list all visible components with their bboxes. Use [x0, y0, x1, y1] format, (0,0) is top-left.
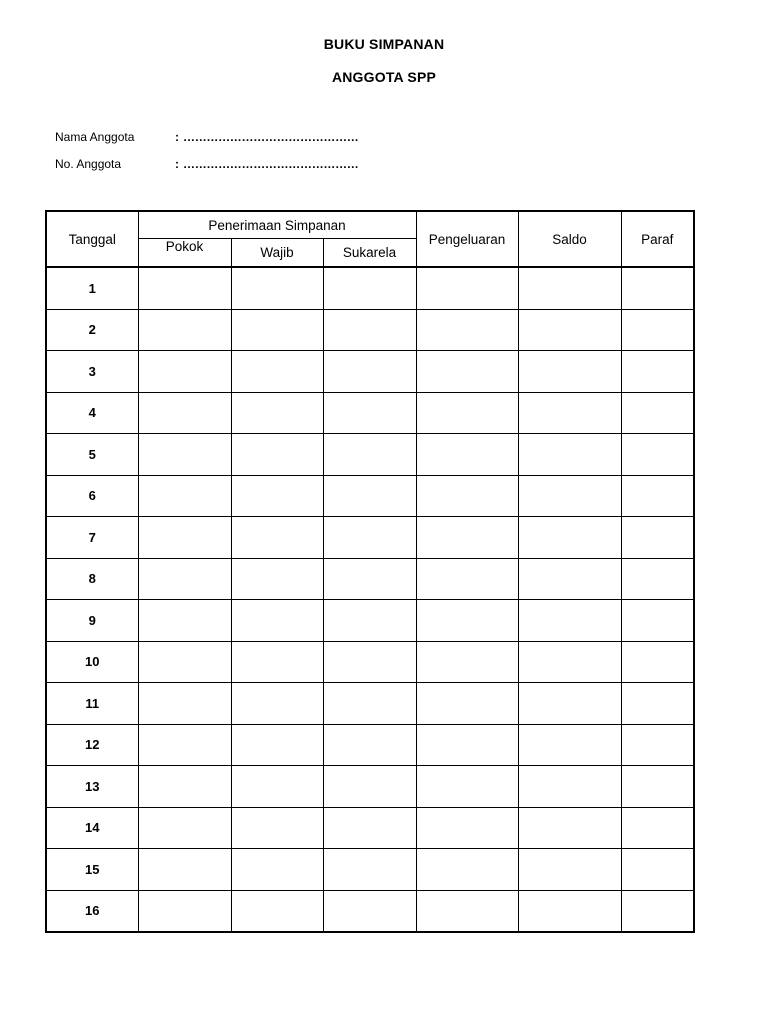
pokok-cell[interactable] — [138, 849, 231, 891]
pengeluaran-cell[interactable] — [416, 600, 518, 642]
saldo-cell[interactable] — [518, 724, 621, 766]
pokok-cell[interactable] — [138, 309, 231, 351]
member-number-field — [55, 157, 359, 171]
row-number-cell: 14 — [46, 807, 138, 849]
pokok-cell[interactable] — [138, 807, 231, 849]
wajib-cell[interactable] — [231, 683, 323, 725]
row-number-cell: 1 — [46, 267, 138, 309]
header-paraf: Paraf — [621, 211, 694, 267]
wajib-cell[interactable] — [231, 351, 323, 393]
paraf-cell[interactable] — [621, 267, 694, 309]
pokok-cell[interactable] — [138, 434, 231, 476]
sukarela-cell[interactable] — [323, 309, 416, 351]
document-subtitle: ANGGOTA SPP — [331, 69, 437, 85]
paraf-cell[interactable] — [621, 392, 694, 434]
paraf-cell[interactable] — [621, 807, 694, 849]
pokok-cell[interactable] — [138, 641, 231, 683]
pengeluaran-cell[interactable] — [416, 517, 518, 559]
paraf-cell[interactable] — [621, 309, 694, 351]
pengeluaran-cell[interactable] — [416, 683, 518, 725]
wajib-cell[interactable] — [231, 517, 323, 559]
pengeluaran-cell[interactable] — [416, 267, 518, 309]
table-row — [46, 641, 694, 683]
wajib-cell[interactable] — [231, 392, 323, 434]
pengeluaran-cell[interactable] — [416, 766, 518, 808]
saldo-cell[interactable] — [518, 641, 621, 683]
sukarela-cell[interactable] — [323, 392, 416, 434]
header-tanggal: Tanggal — [46, 211, 138, 267]
paraf-cell[interactable] — [621, 849, 694, 891]
saldo-cell[interactable] — [518, 392, 621, 434]
header-wajib: Wajib — [231, 239, 323, 268]
paraf-cell[interactable] — [621, 641, 694, 683]
paraf-cell[interactable] — [621, 434, 694, 476]
wajib-cell[interactable] — [231, 849, 323, 891]
header-sukarela: Sukarela — [323, 239, 416, 268]
saldo-cell[interactable] — [518, 434, 621, 476]
wajib-cell[interactable] — [231, 890, 323, 932]
member-name-label: Nama Anggota — [55, 130, 135, 144]
table-row — [46, 517, 694, 559]
wajib-cell[interactable] — [231, 807, 323, 849]
row-number-cell: 4 — [46, 392, 138, 434]
pengeluaran-cell[interactable] — [416, 890, 518, 932]
saldo-cell[interactable] — [518, 890, 621, 932]
sukarela-cell[interactable] — [323, 475, 416, 517]
pengeluaran-cell[interactable] — [416, 807, 518, 849]
saldo-cell[interactable] — [518, 351, 621, 393]
pokok-cell[interactable] — [138, 766, 231, 808]
header-pengeluaran: Pengeluaran — [416, 211, 518, 267]
sukarela-cell[interactable] — [323, 766, 416, 808]
table-row — [46, 475, 694, 517]
pengeluaran-cell[interactable] — [416, 724, 518, 766]
pokok-cell[interactable] — [138, 351, 231, 393]
savings-ledger-table — [45, 210, 695, 933]
document-title: BUKU SIMPANAN — [323, 36, 445, 52]
table-row — [46, 766, 694, 808]
pengeluaran-cell[interactable] — [416, 351, 518, 393]
row-number-cell: 12 — [46, 724, 138, 766]
pokok-cell[interactable] — [138, 267, 231, 309]
wajib-cell[interactable] — [231, 600, 323, 642]
row-number-cell: 16 — [46, 890, 138, 932]
sukarela-cell[interactable] — [323, 807, 416, 849]
pengeluaran-cell[interactable] — [416, 475, 518, 517]
row-number-cell: 6 — [46, 475, 138, 517]
paraf-cell[interactable] — [621, 600, 694, 642]
paraf-cell[interactable] — [621, 890, 694, 932]
sukarela-cell[interactable] — [323, 351, 416, 393]
row-number-cell: 7 — [46, 517, 138, 559]
paraf-cell[interactable] — [621, 351, 694, 393]
row-number-cell: 11 — [46, 683, 138, 725]
wajib-cell[interactable] — [231, 766, 323, 808]
member-name-value: ……………………………………… — [183, 130, 359, 144]
row-number-cell: 9 — [46, 600, 138, 642]
saldo-cell[interactable] — [518, 267, 621, 309]
sukarela-cell[interactable] — [323, 683, 416, 725]
sukarela-cell[interactable] — [323, 849, 416, 891]
table-row — [46, 558, 694, 600]
paraf-cell[interactable] — [621, 724, 694, 766]
header-pokok: Pokok — [138, 239, 231, 268]
header-penerimaan-simpanan: Penerimaan Simpanan — [138, 211, 416, 239]
saldo-cell[interactable] — [518, 683, 621, 725]
member-name-field — [55, 130, 359, 144]
row-number-cell: 5 — [46, 434, 138, 476]
paraf-cell[interactable] — [621, 475, 694, 517]
table-row — [46, 807, 694, 849]
row-number-cell: 13 — [46, 766, 138, 808]
pengeluaran-cell[interactable] — [416, 558, 518, 600]
table-row — [46, 724, 694, 766]
wajib-cell[interactable] — [231, 558, 323, 600]
row-number-cell: 15 — [46, 849, 138, 891]
sukarela-cell[interactable] — [323, 600, 416, 642]
sukarela-cell[interactable] — [323, 267, 416, 309]
member-number-colon: : — [175, 157, 179, 171]
pengeluaran-cell[interactable] — [416, 849, 518, 891]
table-row — [46, 683, 694, 725]
paraf-cell[interactable] — [621, 517, 694, 559]
wajib-cell[interactable] — [231, 475, 323, 517]
pokok-cell[interactable] — [138, 475, 231, 517]
paraf-cell[interactable] — [621, 766, 694, 808]
sukarela-cell[interactable] — [323, 434, 416, 476]
pokok-cell[interactable] — [138, 517, 231, 559]
row-number-cell: 3 — [46, 351, 138, 393]
pokok-cell[interactable] — [138, 558, 231, 600]
saldo-cell[interactable] — [518, 558, 621, 600]
paraf-cell[interactable] — [621, 558, 694, 600]
saldo-cell[interactable] — [518, 309, 621, 351]
row-number-cell: 10 — [46, 641, 138, 683]
ledger-body — [46, 267, 694, 932]
row-number-cell: 8 — [46, 558, 138, 600]
table-row — [46, 600, 694, 642]
pokok-cell[interactable] — [138, 724, 231, 766]
member-number-label: No. Anggota — [55, 157, 122, 171]
member-number-value: ……………………………………… — [183, 157, 359, 171]
pokok-cell[interactable] — [138, 392, 231, 434]
sukarela-cell[interactable] — [323, 517, 416, 559]
pengeluaran-cell[interactable] — [416, 392, 518, 434]
sukarela-cell[interactable] — [323, 890, 416, 932]
saldo-cell[interactable] — [518, 766, 621, 808]
pengeluaran-cell[interactable] — [416, 434, 518, 476]
sukarela-cell[interactable] — [323, 641, 416, 683]
member-name-colon: : — [175, 130, 179, 144]
saldo-cell[interactable] — [518, 475, 621, 517]
table-row — [46, 890, 694, 932]
wajib-cell[interactable] — [231, 309, 323, 351]
wajib-cell[interactable] — [231, 641, 323, 683]
pengeluaran-cell[interactable] — [416, 641, 518, 683]
header-saldo: Saldo — [518, 211, 621, 267]
sukarela-cell[interactable] — [323, 724, 416, 766]
table-row — [46, 351, 694, 393]
pengeluaran-cell[interactable] — [416, 309, 518, 351]
pokok-cell[interactable] — [138, 683, 231, 725]
table-row — [46, 309, 694, 351]
wajib-cell[interactable] — [231, 724, 323, 766]
pokok-cell[interactable] — [138, 600, 231, 642]
row-number-cell: 2 — [46, 309, 138, 351]
wajib-cell[interactable] — [231, 267, 323, 309]
sukarela-cell[interactable] — [323, 558, 416, 600]
saldo-cell[interactable] — [518, 849, 621, 891]
paraf-cell[interactable] — [621, 683, 694, 725]
table-row — [46, 392, 694, 434]
wajib-cell[interactable] — [231, 434, 323, 476]
saldo-cell[interactable] — [518, 807, 621, 849]
saldo-cell[interactable] — [518, 600, 621, 642]
saldo-cell[interactable] — [518, 517, 621, 559]
pokok-cell[interactable] — [138, 890, 231, 932]
table-row — [46, 434, 694, 476]
table-row — [46, 267, 694, 309]
table-row — [46, 849, 694, 891]
